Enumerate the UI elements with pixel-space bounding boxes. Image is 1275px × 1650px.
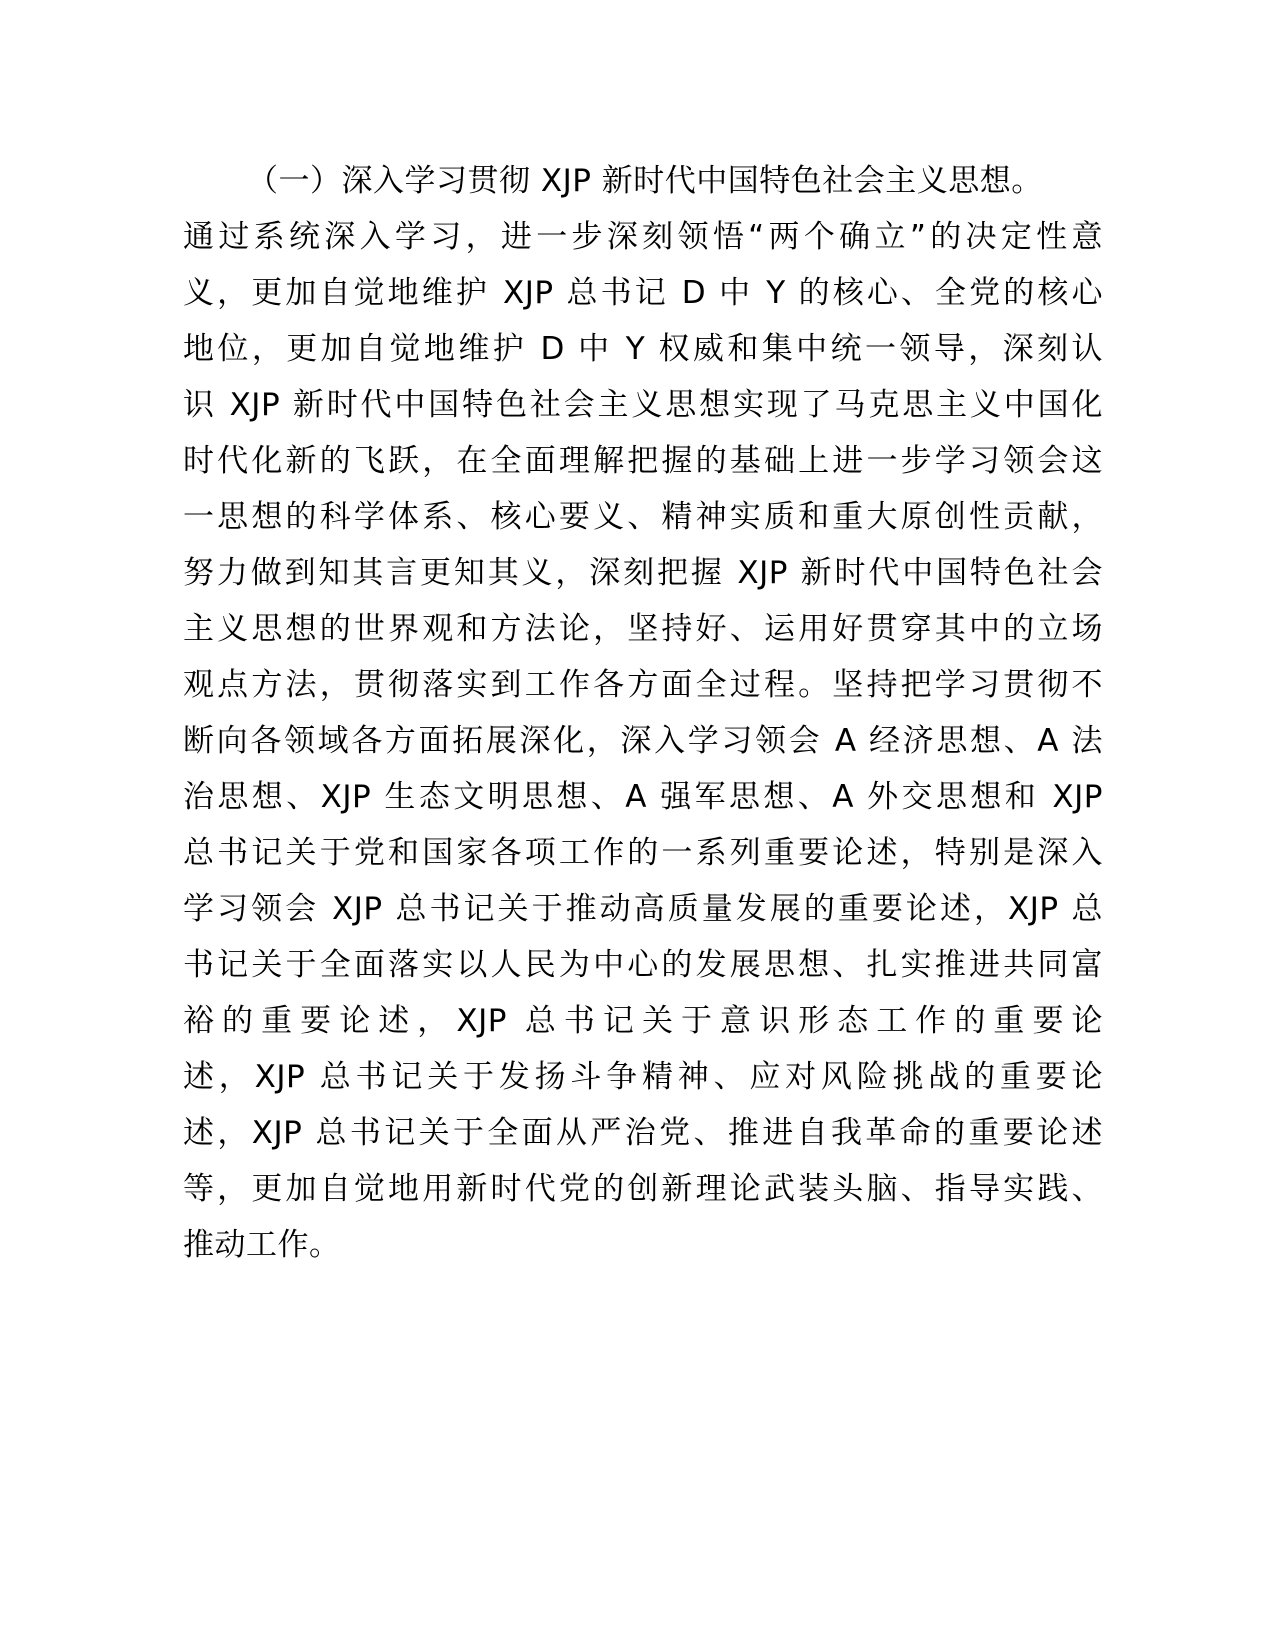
paragraph-line: 努力做到知其言更知其义，深刻把握 XJP 新时代中国特色社会 bbox=[183, 555, 1103, 591]
paragraph-line: 地位，更加自觉地维护 D 中 Y 权威和集中统一领导，深刻认 bbox=[183, 331, 1103, 367]
paragraph-line: 识 XJP 新时代中国特色社会主义思想实现了马克思主义中国化 bbox=[183, 387, 1103, 423]
body-paragraph bbox=[183, 153, 1103, 1273]
paragraph-line: 述，XJP 总书记关于全面从严治党、推进自我革命的重要论述 bbox=[183, 1115, 1103, 1151]
paragraph-line: 观点方法，贯彻落实到工作各方面全过程。坚持把学习贯彻不 bbox=[183, 667, 1103, 703]
paragraph-line: 推动工作。 bbox=[183, 1227, 341, 1263]
paragraph-line: 时代化新的飞跃，在全面理解把握的基础上进一步学习领会这 bbox=[183, 443, 1103, 479]
paragraph-line: 一思想的科学体系、核心要义、精神实质和重大原创性贡献， bbox=[183, 499, 1103, 535]
paragraph-line: 等，更加自觉地用新时代党的创新理论武装头脑、指导实践、 bbox=[183, 1171, 1103, 1207]
paragraph-line: 学习领会 XJP 总书记关于推动高质量发展的重要论述，XJP 总 bbox=[183, 891, 1103, 927]
paragraph-line: 义，更加自觉地维护 XJP 总书记 D 中 Y 的核心、全党的核心 bbox=[183, 275, 1103, 311]
paragraph-line: 通过系统深入学习，进一步深刻领悟“两个确立”的决定性意 bbox=[183, 219, 1103, 255]
paragraph-line: 治思想、XJP 生态文明思想、A 强军思想、A 外交思想和 XJP bbox=[183, 779, 1103, 815]
paragraph-line: （一）深入学习贯彻 XJP 新时代中国特色社会主义思想。 bbox=[247, 163, 1043, 199]
paragraph-line: 断向各领域各方面拓展深化，深入学习领会 A 经济思想、A 法 bbox=[183, 723, 1103, 759]
paragraph-line: 述，XJP 总书记关于发扬斗争精神、应对风险挑战的重要论 bbox=[183, 1059, 1103, 1095]
paragraph-line: 书记关于全面落实以人民为中心的发展思想、扎实推进共同富 bbox=[183, 947, 1103, 983]
paragraph-line: 裕的重要论述，XJP 总书记关于意识形态工作的重要论 bbox=[183, 1003, 1103, 1039]
paragraph-line: 主义思想的世界观和方法论，坚持好、运用好贯穿其中的立场 bbox=[183, 611, 1103, 647]
paragraph-line: 总书记关于党和国家各项工作的一系列重要论述，特别是深入 bbox=[183, 835, 1103, 871]
